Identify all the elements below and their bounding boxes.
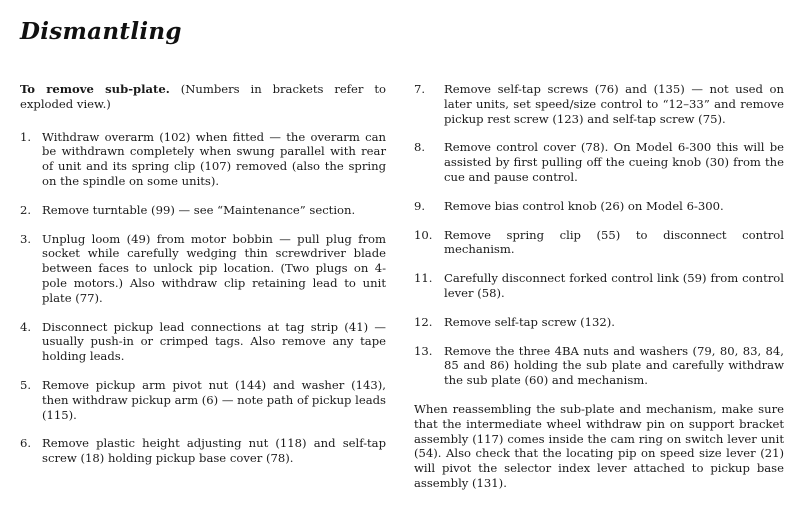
step-9 <box>414 199 784 214</box>
step-11 <box>414 271 784 301</box>
step-number: 10. <box>414 227 433 242</box>
step-text: Remove bias control knob (26) on Model 6-300. <box>444 198 724 213</box>
step-number: 2. <box>20 202 32 217</box>
step-12 <box>414 315 784 330</box>
step-text: Disconnect pickup lead connections at tag strip (41) — usually push-in or crimped tags. Also remove any tape holding leads. <box>42 319 386 364</box>
step-number: 8. <box>414 140 426 155</box>
reassembly-note: When reassembling the sub-plate and mechanism, make sure that the intermediate wheel withdraw pin on support bracket assembly (117) comes inside the cam ring on switch lever unit (54). Also check that the locating pip on speed size lever (21) will pivot the selector index lever attached to pickup base assembly (131). <box>414 401 784 490</box>
step-text: Remove the three 4BA nuts and washers (79, 80, 83, 84, 85 and 86) holding the sub plate and carefully withdraw the sub plate (60) and mechanism. <box>444 343 784 388</box>
step-number: 6. <box>20 436 32 451</box>
step-text: Remove turntable (99) — see “Maintenance” section. <box>42 202 356 217</box>
step-7 <box>414 82 784 126</box>
intro-text: (Numbers in brackets refer to exploded view.) <box>20 82 387 111</box>
step-3 <box>20 232 386 306</box>
step-13 <box>414 344 784 388</box>
step-text: Remove self-tap screw (132). <box>444 314 615 329</box>
intro-heading: To remove sub-plate. <box>20 82 170 96</box>
step-10 <box>414 228 784 258</box>
step-number: 7. <box>414 82 426 96</box>
step-8 <box>414 140 784 184</box>
step-text: Withdraw overarm (102) when fitted — the overarm can be withdrawn completely when swung parallel with rear of unit and its spring clip (107) removed (also the spring on the spindle on some units). <box>42 129 386 188</box>
step-4 <box>20 320 386 364</box>
step-text: Remove pickup arm pivot nut (144) and washer (143), then withdraw pickup arm (6) — note path of pickup leads (115). <box>42 377 386 422</box>
step-text: Unplug loom (49) from motor bobbin — pull plug from socket while carefully wedging thin screwdriver blade between faces to unlock pip location. (Two plugs on 4-pole motors.) Also withdraw clip retaining lead to unit plate (77). <box>42 231 386 305</box>
page-title: Dismantling <box>20 18 182 45</box>
step-5 <box>20 378 386 422</box>
right-column <box>414 82 784 491</box>
step-number: 9. <box>414 198 426 213</box>
step-text: Remove self-tap screws (76) and (135) — not used on later units, set speed/size control to “12–33” and remove pickup rest screw (123) and self-tap screw (75). <box>444 82 784 126</box>
step-number: 11. <box>414 271 433 286</box>
step-number: 13. <box>414 343 433 358</box>
step-number: 5. <box>20 377 32 392</box>
left-column <box>20 82 386 480</box>
step-number: 1. <box>20 129 32 144</box>
step-text: Remove spring clip (55) to disconnect control mechanism. <box>444 227 784 257</box>
step-number: 4. <box>20 319 32 334</box>
step-6 <box>20 436 386 466</box>
step-text: Remove control cover (78). On Model 6-300 this will be assisted by first pulling off the cueing knob (30) from the cue and pause control. <box>444 140 784 184</box>
step-number: 3. <box>20 231 32 246</box>
step-1 <box>20 130 386 189</box>
step-text: Remove plastic height adjusting nut (118) and self-tap screw (18) holding pickup base cover (78). <box>42 436 386 466</box>
step-2 <box>20 203 386 218</box>
step-number: 12. <box>414 314 433 329</box>
step-text: Carefully disconnect forked control link (59) from control lever (58). <box>444 271 784 300</box>
intro-paragraph <box>20 82 386 112</box>
